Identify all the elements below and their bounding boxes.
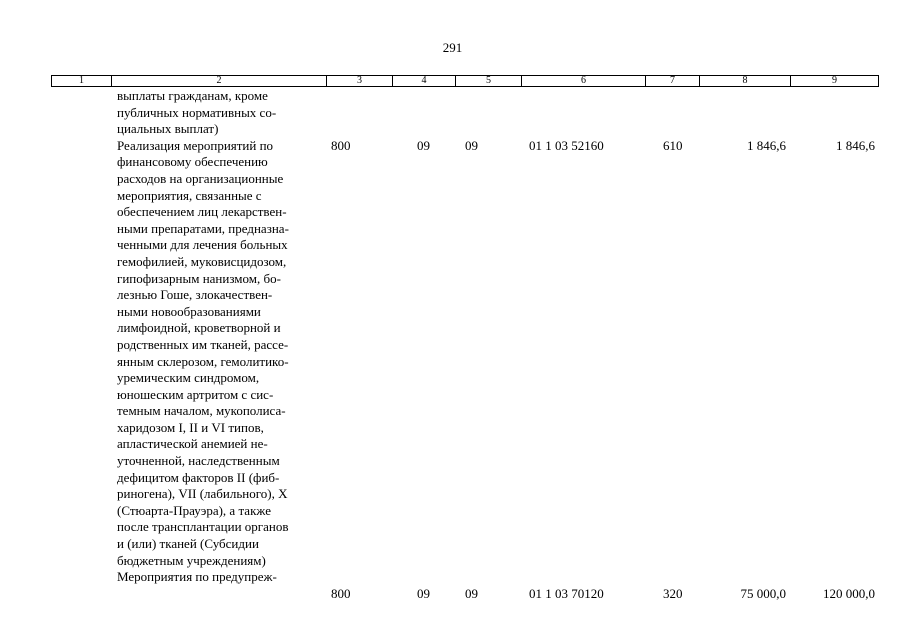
text-line: гемофилией, муковисцидозом, (117, 253, 287, 269)
description-column (117, 88, 329, 586)
text-line: уремическим синдромом, (117, 370, 260, 386)
row1-cell-7: 610 (663, 138, 683, 153)
text-line: ными новообразованиями (117, 303, 261, 319)
column-header-7: 7 (645, 75, 700, 87)
text-line: после трансплантации органов (117, 519, 289, 535)
text-line: Реализация мероприятий по (117, 137, 274, 153)
row1-cell-6: 01 1 03 52160 (529, 138, 604, 153)
row2-cell-5: 09 (465, 586, 478, 601)
row1-cell-8: 1 846,6 (747, 138, 786, 153)
row1-cell-5: 09 (465, 138, 478, 153)
row2-cell-6: 01 1 03 70120 (529, 586, 604, 601)
text-line: Мероприятия по предупреж- (117, 569, 277, 585)
column-header-9: 9 (790, 75, 879, 87)
text-line: гипофизарным нанизмом, бо- (117, 270, 281, 286)
text-line: юношеским артритом с сис- (117, 386, 274, 402)
text-line: расходов на организационные (117, 170, 284, 186)
text-line: риногена), VII (лабильного), X (117, 486, 288, 502)
row1-cell-3: 800 (331, 138, 351, 153)
text-line: обеспечением лиц лекарствен- (117, 204, 287, 220)
column-header-1: 1 (51, 75, 112, 87)
column-header-6: 6 (521, 75, 646, 87)
text-line: ченными для лечения больных (117, 237, 288, 253)
text-line: бюджетным учреждениям) (117, 552, 266, 568)
row2-cell-8: 75 000,0 (740, 586, 786, 601)
text-line: дефицитом факторов II (фиб- (117, 469, 280, 485)
text-line: ными препаратами, предназна- (117, 220, 289, 236)
row2-cell-3: 800 (331, 586, 351, 601)
text-line: темным началом, мукополиса- (117, 403, 286, 419)
text-line: лезнью Гоше, злокачествен- (117, 287, 273, 303)
row1-cell-9: 1 846,6 (836, 138, 875, 153)
text-line: лимфоидной, кроветворной и (117, 320, 281, 336)
text-line: апластической анемией не- (117, 436, 268, 452)
column-header-5: 5 (455, 75, 522, 87)
text-line: харидозом I, II и VI типов, (117, 419, 264, 435)
column-header-2: 2 (111, 75, 327, 87)
row1-cell-4: 09 (417, 138, 430, 153)
row2-cell-4: 09 (417, 586, 430, 601)
column-header-3: 3 (326, 75, 393, 87)
text-line: родственных им тканей, рассе- (117, 336, 289, 352)
text-line: (Стюарта-Прауэра), а также (117, 502, 271, 518)
row2-cell-7: 320 (663, 586, 683, 601)
column-header-4: 4 (392, 75, 456, 87)
text-line: мероприятия, связанные с (117, 187, 262, 203)
text-line: публичных нормативных со- (117, 104, 277, 120)
text-line: уточненной, наследственным (117, 453, 280, 469)
page-number: 291 (442, 40, 463, 55)
row2-cell-9: 120 000,0 (823, 586, 875, 601)
text-line: янным склерозом, гемолитико- (117, 353, 289, 369)
text-line: финансовому обеспечению (117, 154, 268, 170)
text-line: и (или) тканей (Субсидии (117, 536, 259, 552)
column-header-8: 8 (699, 75, 791, 87)
text-line: выплаты гражданам, кроме (117, 88, 268, 103)
text-line: циальных выплат) (117, 121, 219, 137)
